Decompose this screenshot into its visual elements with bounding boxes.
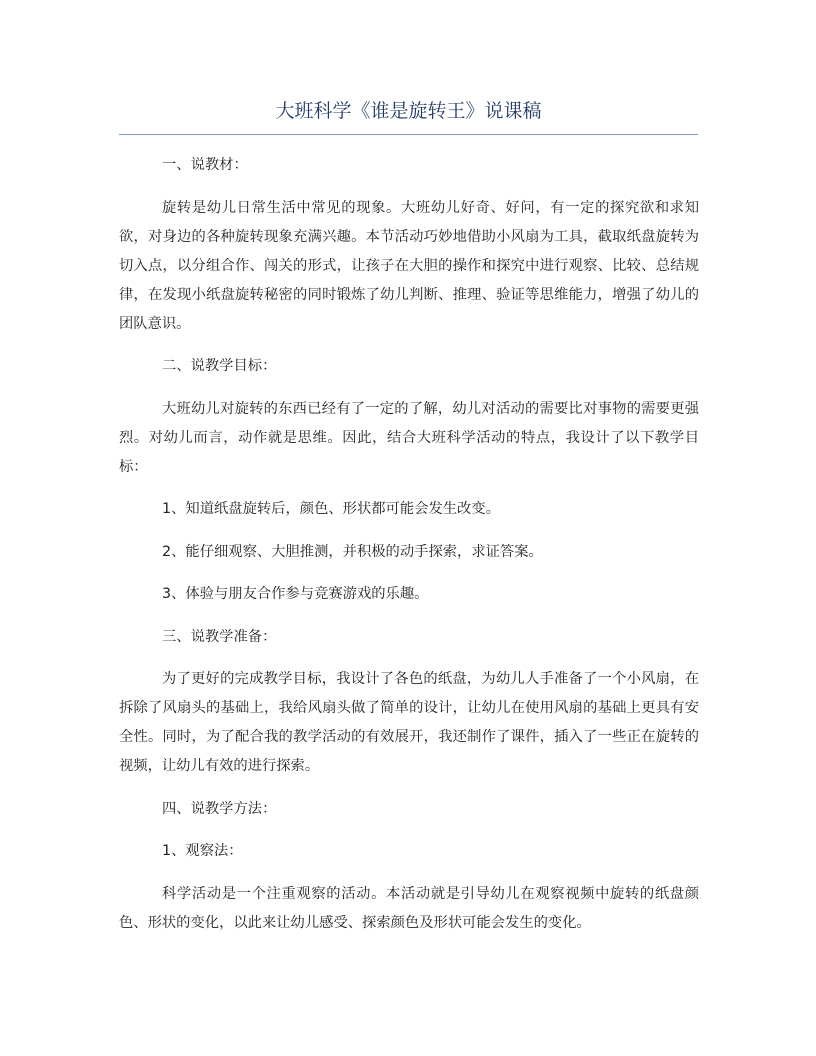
list-item: 1、知道纸盘旋转后，颜色、形状都可能会发生改变。 bbox=[162, 501, 500, 517]
paragraph: 为了更好的完成教学目标，我设计了各色的纸盘，为幼儿人手准备了一个小风扇，在拆除了风扇头的基础上，我给风扇头做了简单的设计，让幼儿在使用风扇的基础上更具有安全性。同时，为了配合我的教学活动的有效展开，我还制作了课件，插入了一些正在旋转的视频，让幼儿有效的进行探索。 bbox=[119, 671, 699, 774]
paragraph: 科学活动是一个注重观察的活动。本活动就是引导幼儿在观察视频中旋转的纸盘颜色、形状的变化，以此来让幼儿感受、探索颜色及形状可能会发生的变化。 bbox=[119, 885, 699, 931]
section-heading: 一、说教材： bbox=[162, 157, 248, 173]
list-item: 2、能仔细观察、大胆推测，并积极的动手探索，求证答案。 bbox=[162, 543, 543, 560]
document-body bbox=[119, 151, 699, 951]
section-heading: 四、说教学方法： bbox=[162, 800, 277, 817]
paragraph: 大班幼儿对旋转的东西已经有了一定的了解，幼儿对活动的需要比对事物的需要更强烈。对幼儿而言，动作就是思维。因此，结合大班科学活动的特点，我设计了以下教学目标： bbox=[119, 400, 699, 475]
list-item: 3、体验与朋友合作参与竞赛游戏的乐趣。 bbox=[162, 586, 429, 602]
paragraph: 旋转是幼儿日常生活中常见的现象。大班幼儿好奇、好问，有一定的探究欲和求知欲，对身边的各种旋转现象充满兴趣。本节活动巧妙地借助小风扇为工具，截取纸盘旋转为切入点，以分组合作、闯关的形式，让孩子在大胆的操作和探究中进行观察、比较、总结规律，在发现小纸盘旋转秘密的同时锻炼了幼儿判断、推理、验证等思维能力，增强了幼儿的团队意识。 bbox=[119, 199, 699, 332]
list-item: 1、观察法： bbox=[162, 843, 243, 859]
section-heading: 二、说教学目标： bbox=[162, 358, 277, 374]
document-title: 大班科学《谁是旋转王》说课稿 bbox=[275, 100, 542, 122]
section-heading: 三、说教学准备： bbox=[162, 628, 277, 645]
title-divider bbox=[119, 134, 698, 135]
